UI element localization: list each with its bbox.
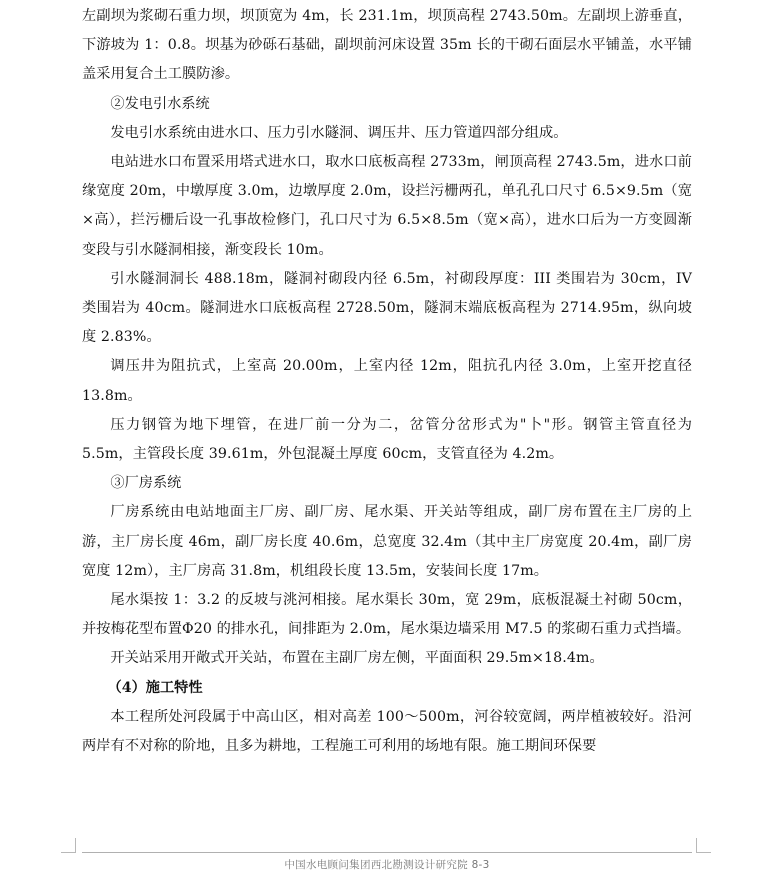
section-heading-construction: （4）施工特性 — [107, 679, 203, 696]
footer-divider — [82, 852, 692, 853]
paragraph-surge-tank: 调压井为阻抗式，上室高 20.00m，上室内径 12m，阻抗孔内径 3.0m，上室开挖直径 13.8m。 — [82, 358, 692, 404]
paragraph-powerhouse: 厂房系统由电站地面主厂房、副厂房、尾水渠、开关站等组成，副厂房布置在主厂房的上游，主厂房长度 46m，副厂房长度 40.6m，总宽度 32.4m（其中主厂房宽度 20.4m，副厂房宽度 12m），主厂房高 31.8m，机组段长度 13.5m，安装间长度 17m。 — [82, 504, 692, 579]
paragraph-switchyard: 开关站采用开敞式开关站，布置在主副厂房左侧，平面面积 29.5m×18.4m。 — [110, 650, 604, 667]
paragraph-tunnel: 引水隧洞洞长 488.18m，隧洞衬砌段内径 6.5m，衬砌段厚度：III 类围岩为 30cm，IV 类围岩为 40cm。隧洞进水口底板高程 2728.50m，隧洞末端底板高程为 2714.95m，纵向坡度 2.83%。 — [82, 270, 692, 346]
paragraph-tailrace: 尾水渠按 1：3.2 的反坡与洮河相接。尾水渠长 30m，宽 29m，底板混凝土衬砌 50cm，并按梅花型布置Φ20 的排水孔，间排距为 2.0m，尾水渠边墙采用 M7.5 的浆砌石重力式挡墙。 — [82, 592, 692, 638]
margin-corner-mark-left — [61, 838, 76, 853]
page-footer: 中国水电顾问集团西北勘测设计研究院 8-3 — [284, 859, 490, 871]
section-heading-power-diversion: ②发电引水系统 — [110, 95, 210, 112]
paragraph-construction: 本工程所处河段属于中高山区，相对高差 100～500m，河谷较宽阔，两岸植被较好。沿河两岸有不对称的阶地，且多为耕地，工程施工可利用的场地有限。施工期间环保要 — [82, 708, 692, 755]
section-heading-powerhouse: ③厂房系统 — [110, 475, 182, 492]
paragraph-penstock: 压力钢管为地下埋管，在进厂前一分为二，岔管分岔形式为"卜"形。钢管主管直径为 5.5m，主管段长度 39.61m，外包混凝土厚度 60cm，支管直径为 4.2m。 — [82, 416, 692, 463]
margin-corner-mark-right — [696, 838, 711, 853]
document-body — [82, 2, 692, 761]
paragraph-left-auxiliary-dam: 左副坝为浆砌石重力坝，坝顶宽为 4m，长 231.1m，坝顶高程 2743.50m。左副坝上游垂直，下游坡为 1：0.8。坝基为砂砾石基础，副坝前河床设置 35m 长的干砌石面层水平铺盖，水平铺盖采用复合土工膜防渗。 — [82, 8, 692, 83]
paragraph-diversion-overview: 发电引水系统由进水口、压力引水隧洞、调压井、压力管道四部分组成。 — [110, 124, 568, 141]
paragraph-intake: 电站进水口布置采用塔式进水口，取水口底板高程 2733m，闸顶高程 2743.5m，进水口前缘宽度 20m，中墩厚度 3.0m，边墩厚度 2.0m，设拦污栅两孔，单孔孔口尺寸 6.5×9.5m（宽×高），拦污栅后设一孔事故检修门，孔口尺寸为 6.5×8.5m（宽×高），进水口后为一方变圆渐变段与引水隧洞相接，渐变段长 10m。 — [82, 154, 692, 258]
